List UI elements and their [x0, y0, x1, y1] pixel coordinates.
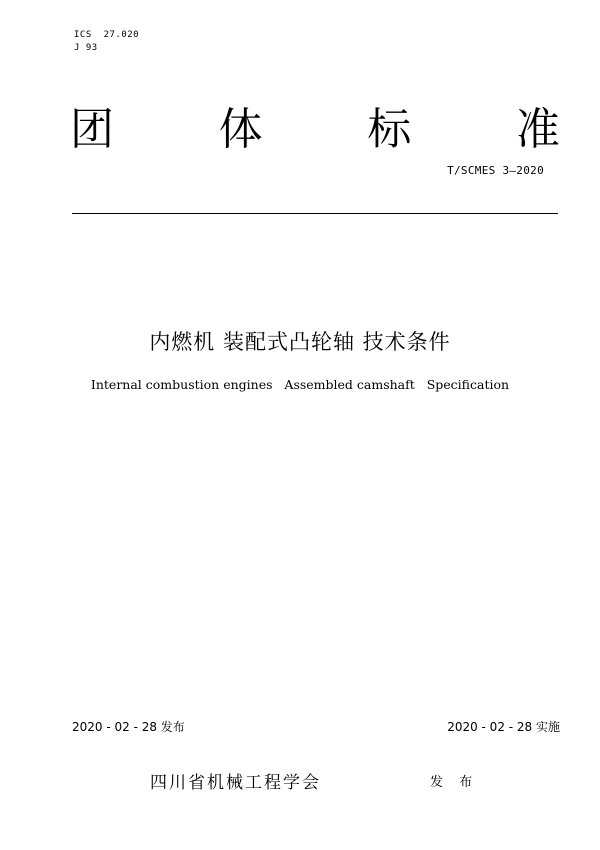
title-char-1: 团 [70, 104, 114, 155]
title-char-4: 准 [515, 104, 560, 155]
ccs-code: J 93 [74, 43, 98, 53]
header-divider [72, 213, 558, 214]
title-char-3: 标 [367, 104, 412, 155]
standard-number: T/SCMES 3—2020 [447, 164, 544, 177]
chinese-title: 内燃机 装配式凸轮轴 技术条件 [149, 330, 451, 354]
publish-label: 发 布 [430, 775, 479, 790]
title-char-2: 体 [218, 104, 263, 155]
effective-date: 2020 - 02 - 28 实施 [447, 720, 560, 734]
classification-codes [74, 29, 139, 55]
publish-date: 2020 - 02 - 28 发布 [72, 720, 185, 734]
publisher-name: 四川省机械工程学会 [150, 773, 321, 793]
ics-code: ICS 27.020 [74, 30, 140, 40]
standard-type-title [70, 100, 560, 160]
english-title: Internal combustion engines Assembled camshaft Specification [90, 377, 510, 392]
